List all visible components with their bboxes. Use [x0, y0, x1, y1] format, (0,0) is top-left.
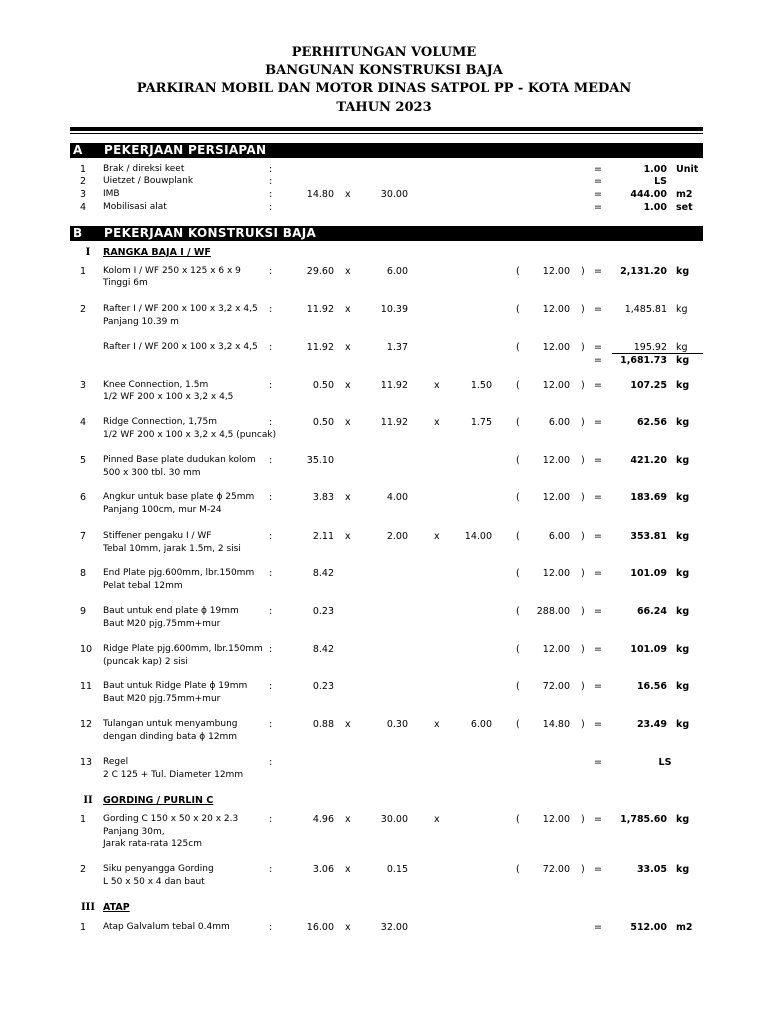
multiply-sign: x	[345, 922, 351, 933]
paren-close: )	[581, 681, 585, 692]
item-desc-detail: 2 C 125 + Tul. Diameter 12mm	[103, 770, 244, 780]
paren-open: (	[516, 719, 520, 730]
unit: kg	[676, 531, 690, 542]
item-no: 1	[80, 922, 87, 933]
colon: :	[269, 455, 273, 466]
colon: :	[269, 380, 273, 391]
factor-d: 12.00	[542, 455, 570, 466]
unit: m2	[676, 922, 693, 933]
colon: :	[269, 531, 273, 542]
equals: =	[594, 355, 602, 366]
multiply-sign: x	[345, 531, 351, 542]
factor-d: 288.00	[536, 606, 570, 617]
item-desc-detail: Panjang 100cm, mur M-24	[103, 505, 222, 515]
item-no: 3	[80, 189, 87, 200]
factor-d: 12.00	[542, 644, 570, 655]
colon: :	[269, 176, 273, 187]
item-desc-detail: L 50 x 50 x 4 dan baut	[103, 877, 205, 887]
multiply-sign: x	[345, 380, 351, 391]
unit: kg	[676, 644, 690, 655]
table-row	[0, 530, 768, 544]
paren-close: )	[581, 304, 585, 315]
item-desc: Brak / direksi keet	[103, 164, 185, 174]
paren-close: )	[581, 342, 585, 353]
item-desc: Ridge Connection, 1,75m	[103, 417, 218, 427]
equals: =	[594, 266, 602, 277]
factor-d: 12.00	[542, 568, 570, 579]
item-no: 1	[80, 164, 87, 175]
equals: =	[594, 644, 602, 655]
section-a-header	[70, 143, 703, 158]
factor-d: 14.80	[542, 719, 570, 730]
subsection-title: ATAP	[103, 902, 130, 913]
factor-b: 4.00	[386, 492, 408, 503]
factor-a: 8.42	[312, 568, 334, 579]
paren-close: )	[581, 719, 585, 730]
item-desc: End Plate pjg.600mm, lbr.150mm	[103, 568, 255, 578]
item-desc-detail: Tebal 10mm, jarak 1.5m, 2 sisi	[103, 544, 241, 554]
equals: =	[594, 176, 602, 187]
equals: =	[594, 681, 602, 692]
factor-b: 11.92	[380, 417, 408, 428]
factor-a: 11.92	[306, 342, 334, 353]
factor-b: 30.00	[380, 189, 408, 200]
item-no: 12	[80, 719, 93, 730]
factor-d: 12.00	[542, 492, 570, 503]
result: 62.56	[636, 417, 667, 428]
paren-open: (	[516, 266, 520, 277]
paren-close: )	[581, 531, 585, 542]
unit: kg	[676, 266, 690, 277]
item-desc: IMB	[103, 189, 120, 199]
unit: kg	[676, 455, 690, 466]
table-row	[0, 643, 768, 657]
multiply-sign: x	[345, 342, 351, 353]
factor-a: 8.42	[312, 644, 334, 655]
colon: :	[269, 342, 273, 353]
item-no: 11	[80, 681, 93, 692]
table-row	[0, 491, 768, 505]
item-no: 2	[80, 864, 87, 875]
paren-close: )	[581, 814, 585, 825]
table-row	[0, 863, 768, 877]
unit: kg	[676, 814, 690, 825]
item-desc-detail: Panjang 30m,	[103, 827, 165, 837]
item-no: 13	[80, 757, 93, 768]
item-no: 3	[80, 380, 87, 391]
factor-b: 32.00	[380, 922, 408, 933]
paren-open: (	[516, 492, 520, 503]
colon: :	[269, 757, 273, 768]
item-desc: Stiffener pengaku I / WF	[103, 531, 212, 541]
factor-d: 72.00	[542, 864, 570, 875]
factor-d: 12.00	[542, 342, 570, 353]
factor-a: 0.50	[312, 380, 334, 391]
result: 23.49	[636, 719, 667, 730]
table-row-detail	[0, 731, 768, 745]
result: 101.09	[630, 568, 667, 579]
table-row	[0, 680, 768, 694]
table-row-detail	[0, 876, 768, 890]
paren-close: )	[581, 492, 585, 503]
factor-a: 11.92	[306, 304, 334, 315]
equals: =	[594, 814, 602, 825]
paren-open: (	[516, 380, 520, 391]
multiply-sign: x	[345, 814, 351, 825]
paren-open: (	[516, 568, 520, 579]
equals: =	[594, 492, 602, 503]
equals: =	[594, 455, 602, 466]
factor-b: 2.00	[386, 531, 408, 542]
multiply-sign: x	[345, 266, 351, 277]
equals: =	[594, 568, 602, 579]
factor-d: 12.00	[542, 814, 570, 825]
paren-close: )	[581, 380, 585, 391]
item-desc: Uietzet / Bouwplank	[103, 176, 194, 186]
factor-c: 1.50	[470, 380, 492, 391]
unit: kg	[676, 492, 690, 503]
unit: kg	[676, 606, 690, 617]
paren-open: (	[516, 864, 520, 875]
equals: =	[594, 189, 602, 200]
paren-close: )	[581, 455, 585, 466]
item-desc: Tulangan untuk menyambung	[103, 719, 238, 729]
item-desc: Ridge Plate pjg.600mm, lbr.150mm	[103, 644, 263, 654]
equals: =	[594, 531, 602, 542]
factor-a: 14.80	[306, 189, 334, 200]
unit: kg	[676, 342, 688, 353]
factor-a: 4.96	[312, 814, 334, 825]
table-row-detail	[0, 693, 768, 707]
factor-a: 0.23	[312, 681, 334, 692]
section-letter: A	[73, 143, 83, 157]
item-desc-detail: Baut M20 pjg.75mm+mur	[103, 694, 221, 704]
document-title-1: PERHITUNGAN VOLUME	[291, 45, 477, 60]
header-rule-thick	[70, 127, 703, 131]
colon: :	[269, 304, 273, 315]
table-row-detail	[0, 391, 768, 405]
table-row	[0, 718, 768, 732]
multiply-sign: x	[345, 719, 351, 730]
result: 353.81	[630, 531, 667, 542]
result: 2,131.20	[620, 266, 667, 277]
multiply-sign: x	[434, 531, 440, 542]
paren-close: )	[581, 864, 585, 875]
item-desc: Pinned Base plate dudukan kolom	[103, 455, 256, 465]
table-row	[0, 756, 768, 770]
factor-d: 12.00	[542, 266, 570, 277]
item-desc: Kolom I / WF 250 x 125 x 6 x 9	[103, 266, 241, 276]
equals: =	[594, 922, 602, 933]
result: 66.24	[636, 606, 667, 617]
item-no: 1	[80, 814, 87, 825]
result: 1,485.81	[624, 304, 667, 315]
section-b-header	[70, 226, 703, 241]
colon: :	[269, 719, 273, 730]
item-no: 4	[80, 202, 87, 213]
paren-open: (	[516, 681, 520, 692]
item-desc-detail: 500 x 300 tbl. 30 mm	[103, 468, 201, 478]
result: LS	[658, 757, 672, 768]
factor-b: 10.39	[380, 304, 408, 315]
item-no: 2	[80, 304, 87, 315]
colon: :	[269, 492, 273, 503]
paren-open: (	[516, 417, 520, 428]
result: 1.00	[643, 164, 667, 175]
item-desc: Rafter I / WF 200 x 100 x 3,2 x 4,5	[103, 304, 258, 314]
item-desc-detail: Baut M20 pjg.75mm+mur	[103, 619, 221, 629]
factor-c: 1.75	[470, 417, 492, 428]
equals: =	[594, 164, 602, 175]
subsection-header	[0, 794, 768, 808]
result: 444.00	[630, 189, 667, 200]
item-desc: Angkur untuk base plate ϕ 25mm	[103, 492, 255, 502]
factor-c: 6.00	[470, 719, 492, 730]
result: 107.25	[630, 380, 667, 391]
item-no: 8	[80, 568, 87, 579]
unit: set	[676, 202, 693, 213]
table-row-detail	[0, 429, 768, 443]
item-desc-detail: 1/2 WF 200 x 100 x 3,2 x 4,5	[103, 392, 234, 402]
subsection-header	[0, 246, 768, 260]
factor-b: 11.92	[380, 380, 408, 391]
item-desc: Knee Connection, 1.5m	[103, 380, 209, 390]
colon: :	[269, 606, 273, 617]
subtotal: 1,681.73	[620, 355, 667, 366]
multiply-sign: x	[345, 189, 351, 200]
unit: kg	[676, 568, 690, 579]
result: 16.56	[636, 681, 667, 692]
item-desc: Siku penyangga Gording	[103, 864, 214, 874]
paren-close: )	[581, 568, 585, 579]
unit: kg	[676, 355, 690, 366]
table-row	[0, 175, 768, 189]
item-no: 1	[80, 266, 87, 277]
item-no: 2	[80, 176, 87, 187]
colon: :	[269, 266, 273, 277]
table-row-detail	[0, 838, 768, 852]
factor-a: 0.23	[312, 606, 334, 617]
item-desc-detail: Tinggi 6m	[103, 278, 148, 288]
header-rule-thin	[70, 133, 703, 134]
result: LS	[654, 176, 667, 187]
colon: :	[269, 202, 273, 213]
item-desc: Atap Galvalum tebal 0.4mm	[103, 922, 230, 932]
factor-b: 0.30	[386, 719, 408, 730]
result: 183.69	[630, 492, 667, 503]
paren-open: (	[516, 814, 520, 825]
factor-b: 6.00	[386, 266, 408, 277]
item-desc: Rafter I / WF 200 x 100 x 3,2 x 4,5	[103, 342, 258, 352]
table-row	[0, 813, 768, 827]
table-row-detail	[0, 504, 768, 518]
document-title-4: TAHUN 2023	[336, 100, 432, 115]
equals: =	[594, 606, 602, 617]
factor-a: 35.10	[306, 455, 334, 466]
colon: :	[269, 644, 273, 655]
multiply-sign: x	[345, 304, 351, 315]
result: 512.00	[630, 922, 667, 933]
paren-close: )	[581, 606, 585, 617]
factor-a: 0.88	[312, 719, 334, 730]
unit: kg	[676, 719, 690, 730]
paren-close: )	[581, 417, 585, 428]
unit: kg	[676, 864, 690, 875]
paren-close: )	[581, 644, 585, 655]
document-title-3: PARKIRAN MOBIL DAN MOTOR DINAS SATPOL PP - KOTA MEDAN	[136, 81, 632, 96]
table-row-detail	[0, 769, 768, 783]
item-desc-detail: 1/2 WF 200 x 100 x 3,2 x 4,5 (puncak)	[103, 430, 277, 440]
table-row	[0, 303, 768, 317]
multiply-sign: x	[345, 864, 351, 875]
unit: kg	[676, 417, 690, 428]
table-row-detail	[0, 316, 768, 330]
paren-close: )	[581, 266, 585, 277]
result: 101.09	[630, 644, 667, 655]
result: 1,785.60	[620, 814, 667, 825]
table-row-detail	[0, 580, 768, 594]
colon: :	[269, 922, 273, 933]
factor-a: 3.06	[312, 864, 334, 875]
table-row-detail	[0, 618, 768, 632]
table-row-detail	[0, 656, 768, 670]
result: 195.92	[633, 342, 667, 353]
colon: :	[269, 568, 273, 579]
factor-a: 29.60	[306, 266, 334, 277]
factor-a: 0.50	[312, 417, 334, 428]
document-title-2: BANGUNAN KONSTRUKSI BAJA	[265, 63, 503, 78]
factor-a: 16.00	[306, 922, 334, 933]
result: 1.00	[643, 202, 667, 213]
factor-d: 6.00	[548, 417, 570, 428]
item-desc: Regel	[103, 757, 129, 767]
paren-open: (	[516, 531, 520, 542]
table-row-subtotal	[0, 354, 768, 368]
subsection-no: II	[83, 795, 93, 806]
multiply-sign: x	[434, 719, 440, 730]
item-desc-detail: Pelat tebal 12mm	[103, 581, 183, 591]
subsection-no: I	[85, 247, 91, 258]
unit: kg	[676, 304, 688, 315]
item-desc: Baut untuk Ridge Plate ϕ 19mm	[103, 681, 248, 691]
table-row-detail	[0, 277, 768, 291]
table-row-detail	[0, 467, 768, 481]
colon: :	[269, 189, 273, 200]
equals: =	[594, 380, 602, 391]
subsection-header	[0, 901, 768, 915]
table-row	[0, 188, 768, 202]
table-row	[0, 921, 768, 935]
result: 33.05	[636, 864, 667, 875]
factor-d: 72.00	[542, 681, 570, 692]
paren-open: (	[516, 304, 520, 315]
result: 421.20	[630, 455, 667, 466]
paren-open: (	[516, 342, 520, 353]
unit: m2	[676, 189, 693, 200]
factor-d: 12.00	[542, 380, 570, 391]
paren-open: (	[516, 455, 520, 466]
subsection-no: III	[80, 902, 96, 913]
colon: :	[269, 417, 273, 428]
colon: :	[269, 864, 273, 875]
section-letter: B	[73, 226, 83, 240]
factor-a: 3.83	[312, 492, 334, 503]
equals: =	[594, 864, 602, 875]
equals: =	[594, 202, 602, 213]
section-title: PEKERJAAN PERSIAPAN	[104, 143, 267, 157]
multiply-sign: x	[434, 417, 440, 428]
table-row-detail	[0, 543, 768, 557]
table-row	[0, 201, 768, 215]
factor-b: 30.00	[380, 814, 408, 825]
equals: =	[594, 417, 602, 428]
equals: =	[594, 719, 602, 730]
table-row	[0, 567, 768, 581]
multiply-sign: x	[345, 417, 351, 428]
item-no: 6	[80, 492, 87, 503]
item-desc: Gording C 150 x 50 x 20 x 2.3	[103, 814, 239, 824]
item-desc-detail: (puncak kap) 2 sisi	[103, 657, 188, 667]
colon: :	[269, 164, 273, 175]
factor-b: 0.15	[386, 864, 408, 875]
multiply-sign: x	[345, 492, 351, 503]
colon: :	[269, 814, 273, 825]
factor-d: 6.00	[548, 531, 570, 542]
item-desc: Mobilisasi alat	[103, 202, 167, 212]
item-desc: Baut untuk end plate ϕ 19mm	[103, 606, 239, 616]
equals: =	[594, 757, 602, 768]
equals: =	[594, 342, 602, 353]
factor-b: 1.37	[386, 342, 408, 353]
item-no: 10	[80, 644, 93, 655]
subsection-title: RANGKA BAJA I / WF	[103, 247, 211, 258]
table-row	[0, 416, 768, 430]
item-desc-detail: dengan dinding bata ϕ 12mm	[103, 732, 238, 742]
multiply-sign: x	[434, 380, 440, 391]
item-no: 9	[80, 606, 87, 617]
table-row	[0, 454, 768, 468]
unit: Unit	[676, 164, 699, 175]
multiply-sign: x	[434, 814, 440, 825]
item-no: 7	[80, 531, 87, 542]
paren-open: (	[516, 606, 520, 617]
factor-d: 12.00	[542, 304, 570, 315]
colon: :	[269, 681, 273, 692]
factor-a: 2.11	[312, 531, 334, 542]
section-title: PEKERJAAN KONSTRUKSI BAJA	[104, 226, 317, 240]
table-row	[0, 605, 768, 619]
factor-c: 14.00	[464, 531, 492, 542]
item-desc-detail: Panjang 10.39 m	[103, 317, 179, 327]
unit: kg	[676, 681, 690, 692]
equals: =	[594, 304, 602, 315]
unit: kg	[676, 380, 690, 391]
item-no: 5	[80, 455, 87, 466]
paren-open: (	[516, 644, 520, 655]
subsection-title: GORDING / PURLIN C	[103, 795, 214, 806]
item-desc-detail: Jarak rata-rata 125cm	[103, 839, 202, 849]
item-no: 4	[80, 417, 87, 428]
